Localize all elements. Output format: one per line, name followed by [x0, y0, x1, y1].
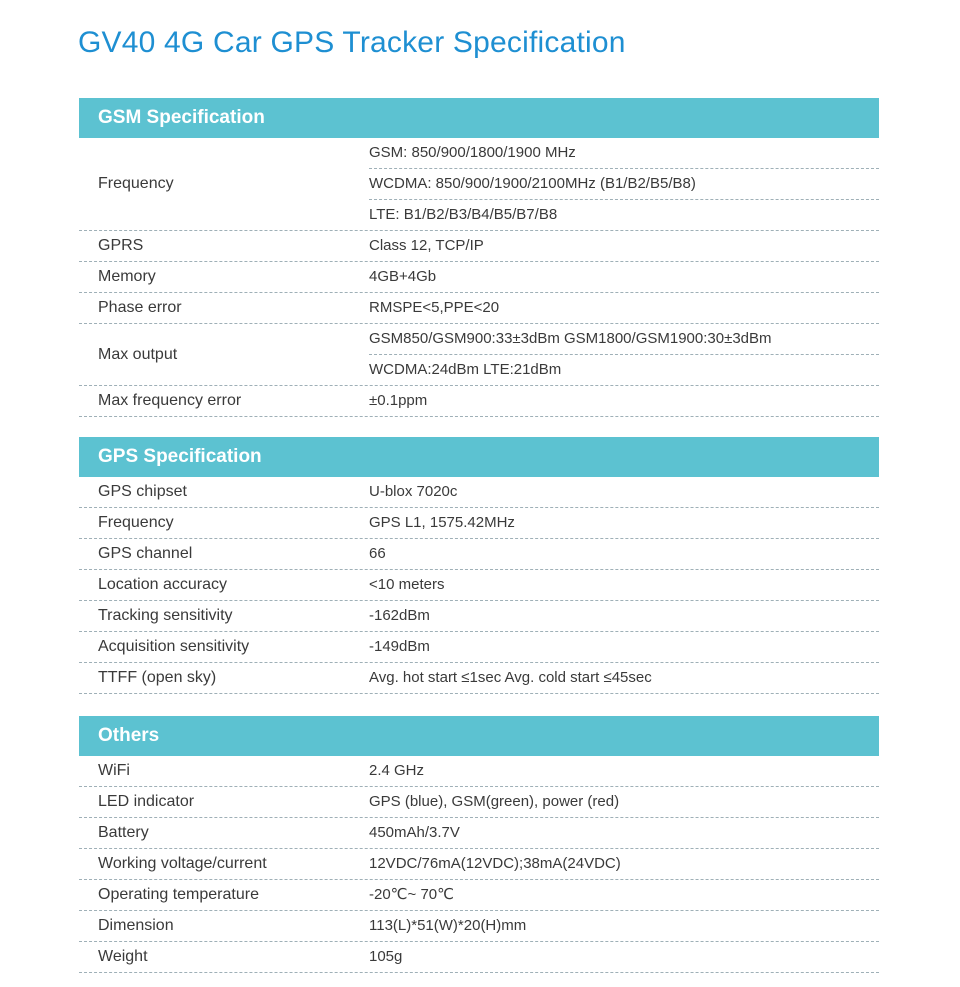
section-header: GSM Specification	[79, 98, 879, 138]
spec-label: TTFF (open sky)	[98, 669, 217, 686]
spec-value: GSM: 850/900/1800/1900 MHz	[369, 144, 576, 161]
spec-value: 2.4 GHz	[369, 762, 425, 779]
spec-row-frequency	[79, 508, 879, 539]
spec-row-operating-temperature	[79, 880, 879, 911]
spec-row-phase-error	[79, 293, 879, 324]
spec-label: GPS chipset	[98, 483, 187, 500]
spec-row-working-voltage	[79, 849, 879, 880]
spec-label: Working voltage/current	[98, 855, 267, 872]
spec-label: Location accuracy	[98, 576, 227, 593]
spec-label: Max output	[98, 345, 178, 363]
spec-value: WCDMA: 850/900/1900/2100MHz (B1/B2/B5/B8)	[369, 168, 879, 199]
spec-row-max-output	[79, 324, 879, 386]
page-title: GV40 4G Car GPS Tracker Specification	[78, 26, 626, 59]
spec-label: WiFi	[98, 762, 130, 779]
spec-value: ±0.1ppm	[369, 392, 428, 409]
spec-row-dimension	[79, 911, 879, 942]
spec-row-gps-channel	[79, 539, 879, 570]
spec-row-frequency	[79, 138, 879, 231]
spec-value: 113(L)*51(W)*20(H)mm	[369, 917, 527, 934]
spec-row-battery	[79, 818, 879, 849]
spec-label: Acquisition sensitivity	[98, 638, 250, 655]
spec-label: Weight	[98, 948, 148, 965]
spec-row-location-accuracy	[79, 570, 879, 601]
spec-value: 66	[369, 545, 386, 562]
spec-value: 450mAh/3.7V	[369, 824, 460, 841]
spec-row-memory	[79, 262, 879, 293]
section-gsm-specification	[79, 98, 879, 417]
section-header: GPS Specification	[79, 437, 879, 477]
spec-label: Battery	[98, 824, 149, 841]
spec-row-max-frequency-error	[79, 386, 879, 417]
spec-value: Class 12, TCP/IP	[369, 237, 484, 254]
spec-label: Phase error	[98, 299, 182, 316]
spec-row-tracking-sensitivity	[79, 601, 879, 632]
spec-value: RMSPE<5,PPE<20	[369, 299, 500, 316]
spec-row-gprs	[79, 231, 879, 262]
spec-row-led-indicator	[79, 787, 879, 818]
spec-value: <10 meters	[369, 576, 445, 593]
spec-value: Avg. hot start ≤1sec Avg. cold start ≤45sec	[369, 669, 652, 686]
spec-label: Tracking sensitivity	[98, 607, 233, 624]
spec-label: GPS channel	[98, 545, 193, 562]
spec-label: GPRS	[98, 237, 144, 254]
spec-value: GPS (blue), GSM(green), power (red)	[369, 793, 620, 810]
spec-value: 4GB+4Gb	[369, 268, 437, 285]
spec-label: Max frequency error	[98, 392, 242, 409]
spec-value: -162dBm	[369, 607, 430, 624]
section-others	[79, 716, 879, 973]
spec-value: -149dBm	[369, 638, 430, 655]
spec-value: -20℃~ 70℃	[369, 886, 454, 903]
spec-row-gps-chipset	[79, 477, 879, 508]
spec-row-wifi	[79, 756, 879, 787]
section-gps-specification	[79, 437, 879, 694]
spec-row-ttff	[79, 663, 879, 694]
spec-label: Memory	[98, 268, 156, 285]
spec-label: LED indicator	[98, 793, 195, 810]
spec-label: Operating temperature	[98, 886, 259, 903]
spec-label: Dimension	[98, 917, 174, 934]
spec-label: Frequency	[98, 175, 174, 192]
spec-label: Frequency	[98, 514, 174, 531]
spec-value: 105g	[369, 948, 403, 965]
spec-value: 12VDC/76mA(12VDC);38mA(24VDC)	[369, 855, 621, 872]
spec-row-acquisition-sensitivity	[79, 632, 879, 663]
spec-value: LTE: B1/B2/B3/B4/B5/B7/B8	[369, 199, 879, 230]
spec-value: WCDMA:24dBm LTE:21dBm	[369, 354, 879, 385]
spec-value: U-blox 7020c	[369, 483, 458, 500]
spec-row-weight	[79, 942, 879, 973]
spec-value: GSM850/GSM900:33±3dBm GSM1800/GSM1900:30±3dBm	[369, 330, 772, 347]
spec-value: GPS L1, 1575.42MHz	[369, 514, 515, 531]
section-header: Others	[79, 716, 879, 756]
